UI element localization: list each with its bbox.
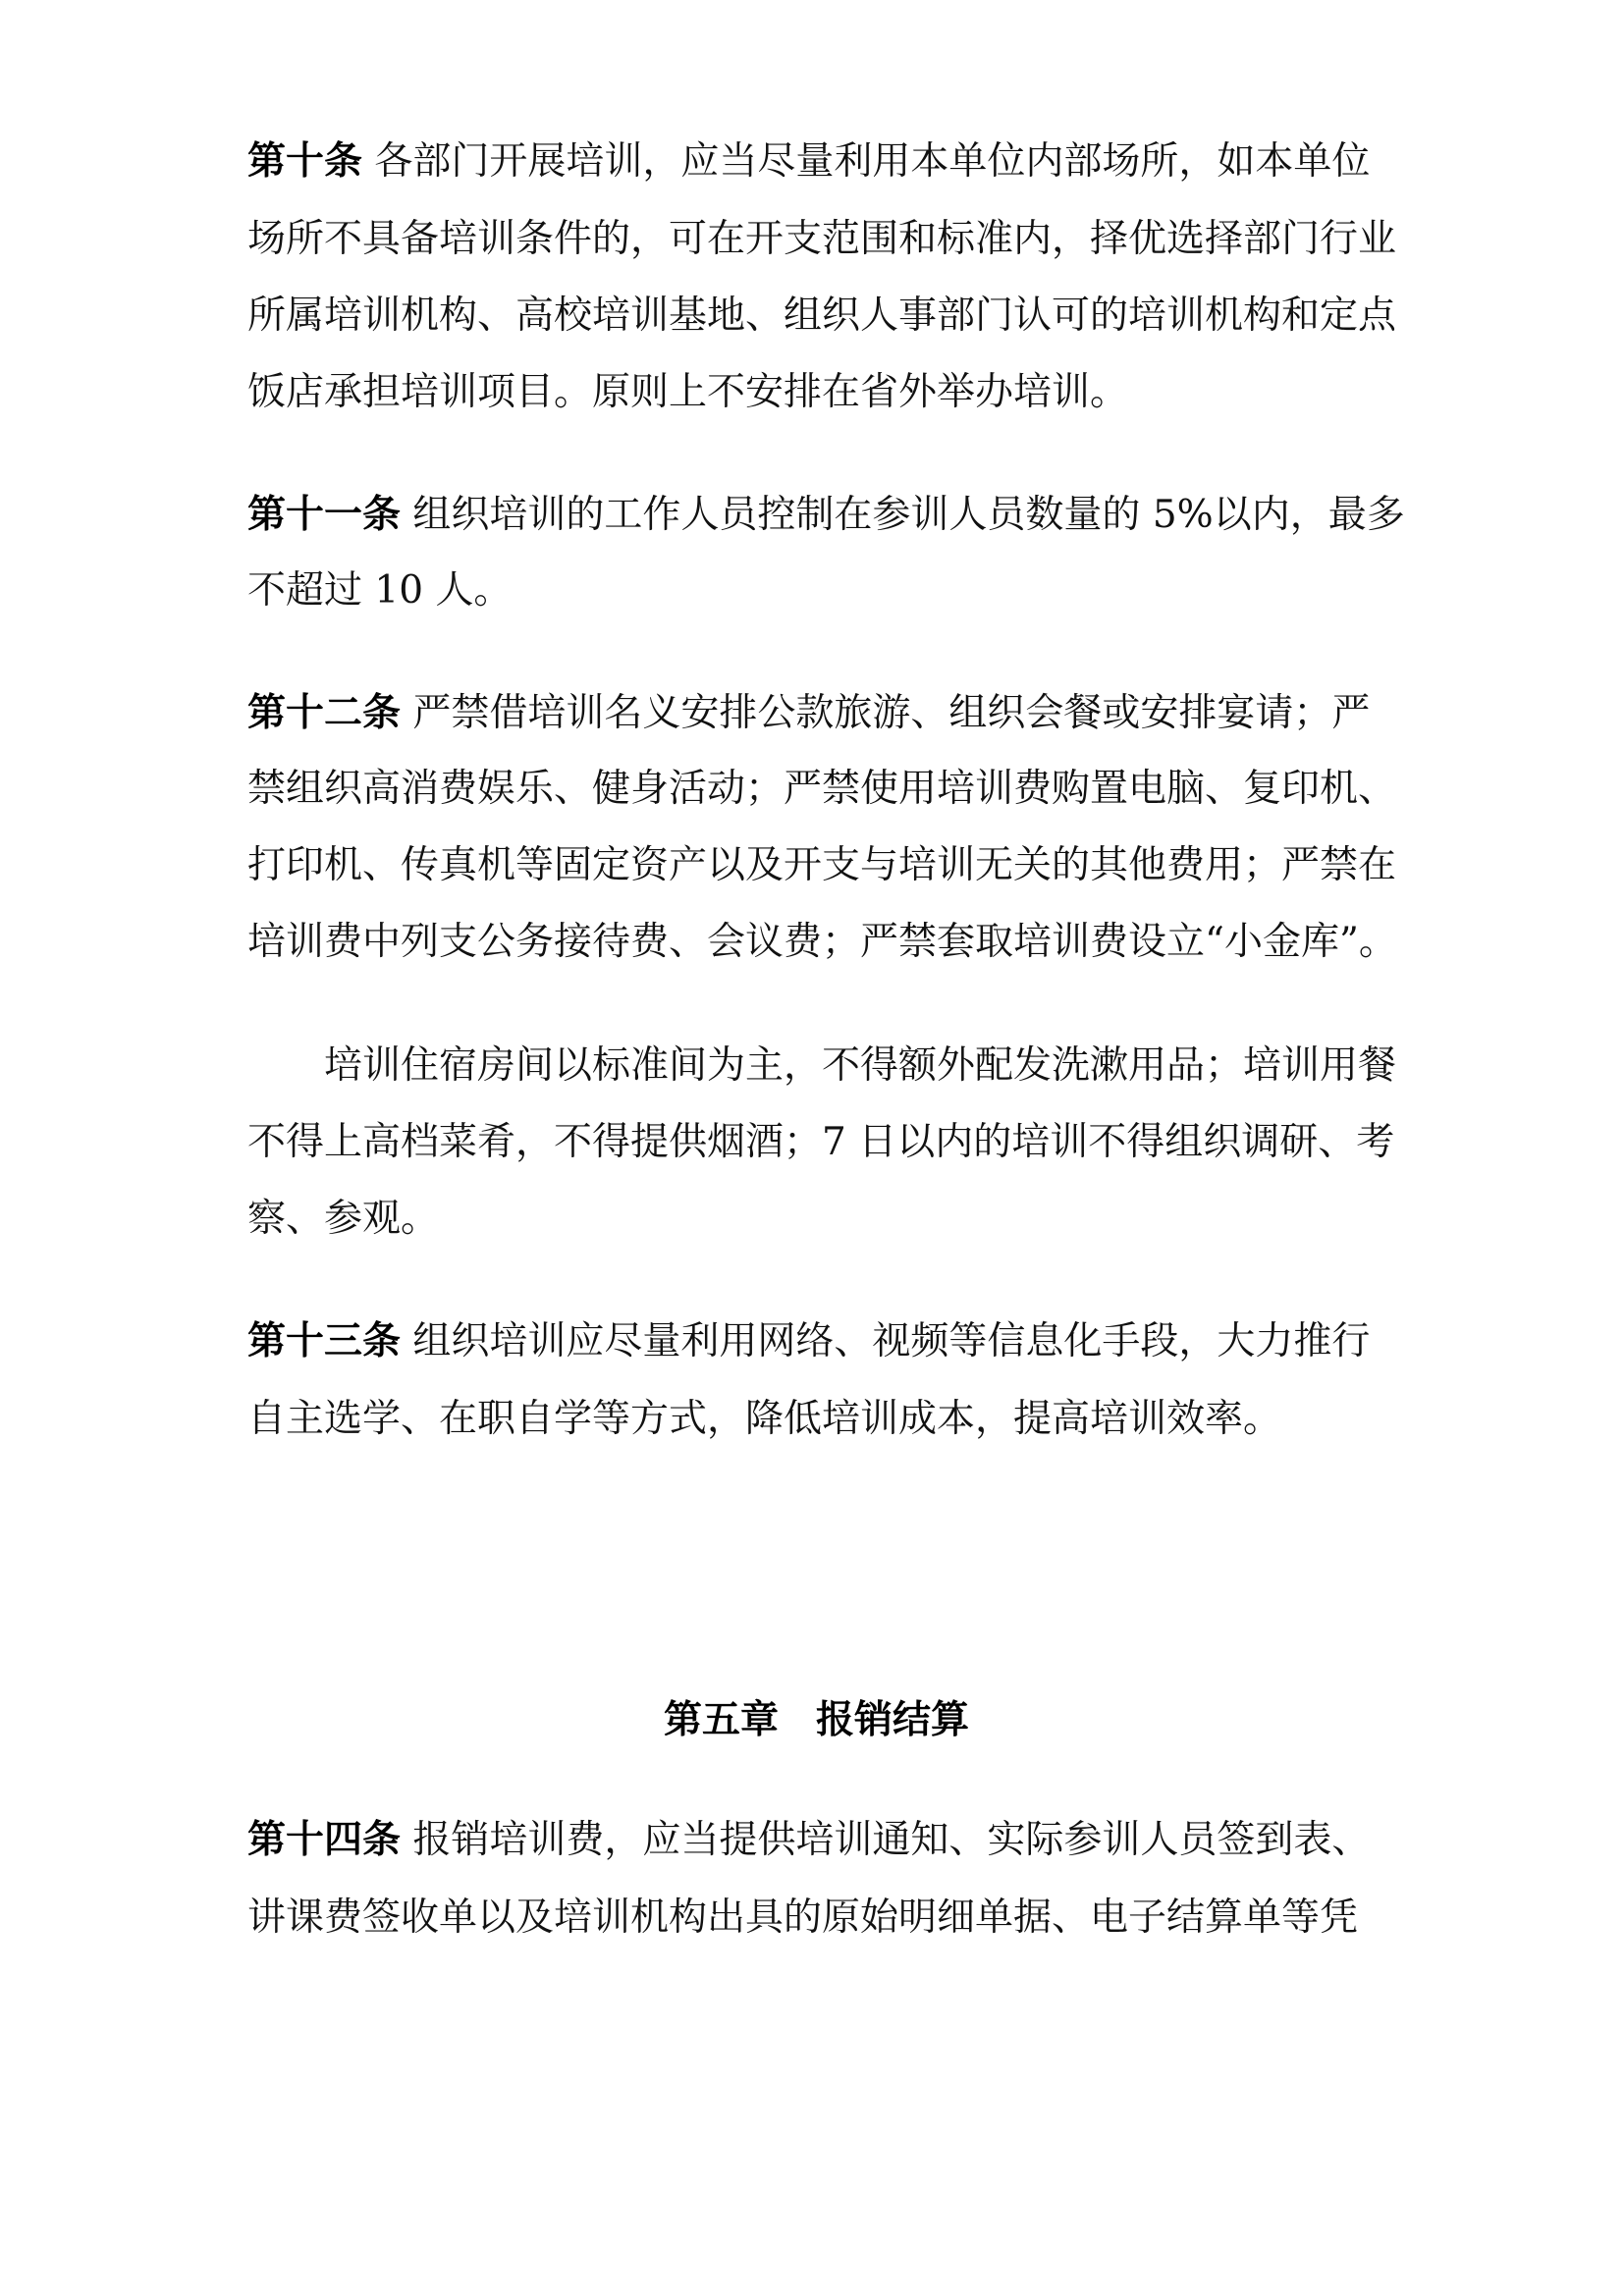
article-14-label: 第十四条	[247, 1817, 402, 1862]
article-10-line-1	[247, 133, 1370, 189]
article-10-line-3: 所属培训机构、高校培训基地、组织人事部门认可的培训机构和定点	[247, 294, 1397, 338]
article-12-line-2: 禁组织高消费娱乐、健身活动；严禁使用培训费购置电脑、复印机、	[247, 767, 1397, 811]
article-10-line-4: 饭店承担培训项目。原则上不安排在省外举办培训。	[247, 370, 1129, 414]
article-12-line-1	[247, 685, 1370, 741]
article-14-line-2: 讲课费签收单以及培训机构出具的原始明细单据、电子结算单等凭	[247, 1896, 1359, 1940]
article-10-line-2: 场所不具备培训条件的，可在开支范围和标准内，择优选择部门行业	[247, 217, 1397, 261]
article-13-line-1	[247, 1313, 1370, 1369]
article-12-text-1: 严禁借培训名义安排公款旅游、组织会餐或安排宴请；严	[412, 691, 1371, 735]
article-12-line-4: 培训费中列支公务接待费、会议费；严禁套取培训费设立“小金库”。	[247, 920, 1397, 964]
article-14-text-1: 报销培训费，应当提供培训通知、实际参训人员签到表、	[412, 1818, 1371, 1862]
article-12-label: 第十二条	[247, 690, 402, 735]
article-12-line-3: 打印机、传真机等固定资产以及开支与培训无关的其他费用；严禁在	[247, 843, 1397, 887]
lodging-line-3: 察、参观。	[247, 1197, 440, 1241]
lodging-line-2: 不得上高档菜肴，不得提供烟酒；7 日以内的培训不得组织调研、考	[247, 1120, 1395, 1164]
article-13-text-1: 组织培训应尽量利用网络、视频等信息化手段，大力推行	[412, 1319, 1371, 1363]
article-14-line-1	[247, 1812, 1370, 1868]
chapter-number: 第五章	[664, 1697, 780, 1742]
article-11-line-1	[247, 487, 1405, 543]
article-11-label: 第十一条	[247, 492, 402, 537]
chapter-title: 报销结算	[816, 1697, 970, 1742]
chapter-5-heading	[664, 1692, 969, 1747]
article-11-text-1: 组织培训的工作人员控制在参训人员数量的 5%以内，最多	[412, 493, 1405, 537]
article-13-line-2: 自主选学、在职自学等方式，降低培训成本，提高培训效率。	[247, 1397, 1282, 1441]
lodging-line-1: 培训住宿房间以标准间为主，不得额外配发洗漱用品；培训用餐	[324, 1043, 1397, 1088]
article-13-label: 第十三条	[247, 1318, 402, 1363]
article-10-text-1: 各部门开展培训，应当尽量利用本单位内部场所，如本单位	[374, 139, 1371, 184]
article-10-label: 第十条	[247, 138, 363, 184]
article-11-line-2: 不超过 10 人。	[247, 568, 513, 613]
